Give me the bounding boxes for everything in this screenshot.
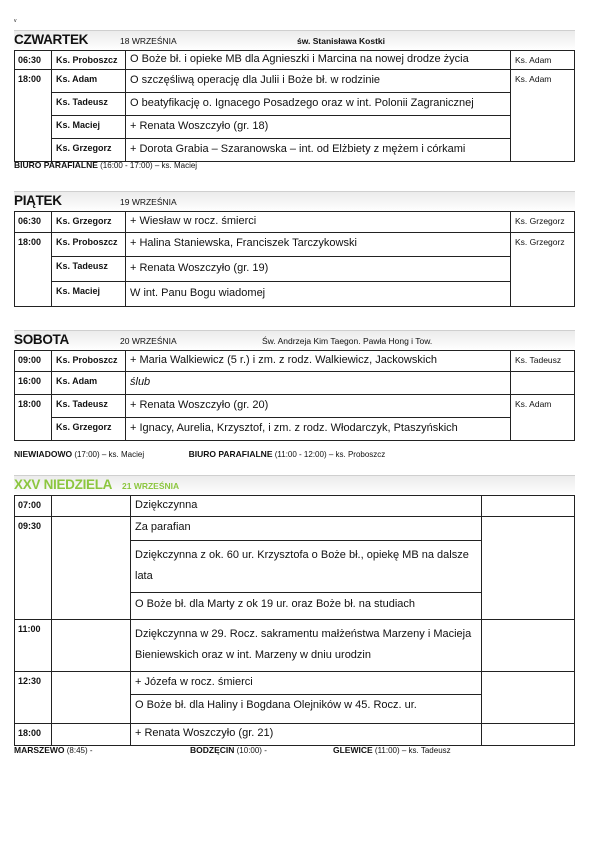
intention-cell: + Dorota Grabia – Szaranowska – int. od Elżbiety z mężem i córkami: [126, 139, 511, 162]
intention-cell: + Renata Woszczyło (gr. 20): [126, 395, 511, 418]
priest-cell: Ks. Maciej: [52, 282, 126, 307]
intention-cell: + Halina Staniewska, Franciszek Tarczykowski: [126, 233, 511, 257]
intention-cell: W int. Panu Bogu wiadomej: [126, 282, 511, 307]
note-cell: Ks. Adam: [511, 395, 575, 441]
section-friday: [14, 191, 575, 307]
table-row: [15, 116, 575, 139]
day-date: 19 WRZEŚNIA: [120, 197, 177, 207]
intention-cell: + Renata Woszczyło (gr. 18): [126, 116, 511, 139]
footer-label: BIURO PARAFIALNE: [188, 449, 273, 459]
footer-label: GLEWICE: [333, 745, 373, 755]
priest-cell: [52, 496, 131, 517]
priest-cell: Ks. Adam: [52, 372, 126, 395]
note-cell: Ks. Adam: [511, 51, 575, 70]
note-cell: [482, 517, 575, 620]
footer-text: (16:00 - 17:00) – ks. Maciej: [100, 161, 198, 170]
time-cell: 18:00: [15, 724, 52, 746]
footer-text: (10:00) -: [236, 746, 267, 755]
footer-label: NIEWIADOWO: [14, 449, 73, 459]
office-hours-thursday: [14, 160, 197, 170]
table-row: [15, 70, 575, 93]
mass-table: [14, 211, 575, 307]
priest-cell: Ks. Tadeusz: [52, 257, 126, 282]
intention-cell: + Józefa w rocz. śmierci: [131, 672, 482, 695]
footer-text: (8:45) -: [66, 746, 93, 755]
time-cell: 18:00: [15, 70, 52, 162]
day-title: XXV NIEDZIELA: [14, 477, 113, 492]
day-header: [14, 330, 575, 350]
table-row: [15, 51, 575, 70]
time-cell: 06:30: [15, 212, 52, 233]
priest-cell: Ks. Proboszcz: [52, 51, 126, 70]
intention-cell: Dziękczynna: [131, 496, 482, 517]
day-title: CZWARTEK: [14, 32, 89, 47]
time-cell: 06:30: [15, 51, 52, 70]
table-row: [15, 496, 575, 517]
footer-text: (17:00) – ks. Maciej: [74, 450, 145, 459]
table-row: [15, 139, 575, 162]
intention-cell: Dziękczynna z ok. 60 ur. Krzysztofa o Boże bł., opiekę MB na dalsze lata: [131, 541, 482, 593]
intention-cell: O Boże bł. i opieke MB dla Agnieszki i Marcina na nowej drodze życia: [126, 51, 511, 70]
time-cell: 12:30: [15, 672, 52, 724]
mass-table: [14, 350, 575, 441]
table-row: [15, 620, 575, 672]
intention-cell: O szczęśliwą operację dla Julii i Boże bł. w rodzinie: [126, 70, 511, 93]
time-cell: 07:00: [15, 496, 52, 517]
day-header: [14, 30, 575, 50]
time-cell: 16:00: [15, 372, 52, 395]
table-row: [15, 212, 575, 233]
chapels-footer: [14, 745, 93, 755]
footer-label: BODZĘCIN: [190, 745, 235, 755]
section-saturday: [14, 330, 575, 441]
footer-label: MARSZEWO: [14, 745, 65, 755]
note-cell: Ks. Adam: [511, 70, 575, 162]
table-row: [15, 351, 575, 372]
intention-cell: O Boże bł. dla Haliny i Bogdana Olejników w 45. Rocz. ur.: [131, 695, 482, 724]
intention-cell: + Renata Woszczyło (gr. 21): [131, 724, 482, 746]
table-row: [15, 233, 575, 257]
day-header: [14, 475, 575, 495]
intention-cell: ślub: [130, 376, 151, 388]
priest-cell: Ks. Maciej: [52, 116, 126, 139]
mass-table: [14, 495, 575, 746]
note-cell: Ks. Grzegorz: [511, 233, 575, 307]
intention-cell: + Ignacy, Aurelia, Krzysztof, i zm. z rodz. Włodarczyk, Ptaszyńskich: [126, 418, 511, 441]
intention-cell: + Maria Walkiewicz (5 r.) i zm. z rodz. Walkiewicz, Jackowskich: [126, 351, 511, 372]
table-row: [15, 672, 575, 695]
table-row: [15, 372, 575, 395]
note-cell: [482, 724, 575, 746]
table-row: [15, 93, 575, 116]
mass-table: [14, 50, 575, 162]
time-cell: 18:00: [15, 233, 52, 307]
footer-text: (11:00 - 12:00) – ks. Proboszcz: [274, 450, 386, 459]
time-cell: 09:00: [15, 351, 52, 372]
intention-cell: + Renata Woszczyło (gr. 19): [126, 257, 511, 282]
priest-cell: Ks. Adam: [52, 70, 126, 93]
time-cell: 18:00: [15, 395, 52, 441]
table-row: [15, 724, 575, 746]
note-cell: [482, 620, 575, 672]
saint-name: św. Stanisława Kostki: [297, 36, 386, 46]
note-cell: [511, 372, 575, 395]
intention-cell: O Boże bł. dla Marty z ok 19 ur. oraz Boże bł. na studiach: [131, 593, 482, 620]
day-title: PIĄTEK: [14, 193, 62, 208]
corner-mark: v: [14, 18, 17, 24]
table-row: [15, 418, 575, 441]
note-cell: [482, 672, 575, 724]
table-row: [15, 517, 575, 541]
day-date: 21 WRZEŚNIA: [122, 481, 180, 491]
chapels-footer: [333, 745, 451, 755]
section-sunday: [14, 475, 575, 746]
priest-cell: Ks. Proboszcz: [52, 233, 126, 257]
intention-cell: + Wiesław w rocz. śmierci: [126, 212, 511, 233]
table-row: [15, 282, 575, 307]
section-thursday: [14, 30, 575, 162]
priest-cell: [52, 517, 131, 620]
priest-cell: Ks. Grzegorz: [52, 212, 126, 233]
priest-cell: [52, 620, 131, 672]
note-cell: Ks. Tadeusz: [511, 351, 575, 372]
time-cell: 11:00: [15, 620, 52, 672]
table-row: [15, 257, 575, 282]
priest-cell: [52, 672, 131, 724]
footer-label: BIURO PARAFIALNE: [14, 160, 98, 170]
intention-cell: Za parafian: [131, 517, 482, 541]
intention-cell: Dziękczynna w 29. Rocz. sakramentu małżeństwa Marzeny i Macieja Bieniewskich oraz w int. Marzeny w dniu urodzin: [131, 620, 482, 672]
office-hours-saturday: [14, 449, 385, 459]
day-date: 20 WRZEŚNIA: [120, 336, 177, 346]
priest-cell: Ks. Grzegorz: [52, 418, 126, 441]
footer-text: (11:00) – ks. Tadeusz: [374, 746, 451, 755]
priest-cell: Ks. Proboszcz: [52, 351, 126, 372]
priest-cell: Ks. Grzegorz: [52, 139, 126, 162]
note-cell: Ks. Grzegorz: [511, 212, 575, 233]
intention-cell: O beatyfikację o. Ignacego Posadzego oraz w int. Polonii Zagranicznej: [126, 93, 511, 116]
chapels-footer: [190, 745, 267, 755]
day-title: SOBOTA: [14, 332, 69, 347]
table-row: [15, 395, 575, 418]
day-date: 18 WRZEŚNIA: [120, 36, 177, 46]
priest-cell: Ks. Tadeusz: [52, 395, 126, 418]
priest-cell: Ks. Tadeusz: [52, 93, 126, 116]
note-cell: [482, 496, 575, 517]
priest-cell: [52, 724, 131, 746]
day-header: [14, 191, 575, 211]
saint-name: Św. Andrzeja Kim Taegon. Pawła Hong i Tow.: [262, 336, 433, 346]
time-cell: 09:30: [15, 517, 52, 620]
